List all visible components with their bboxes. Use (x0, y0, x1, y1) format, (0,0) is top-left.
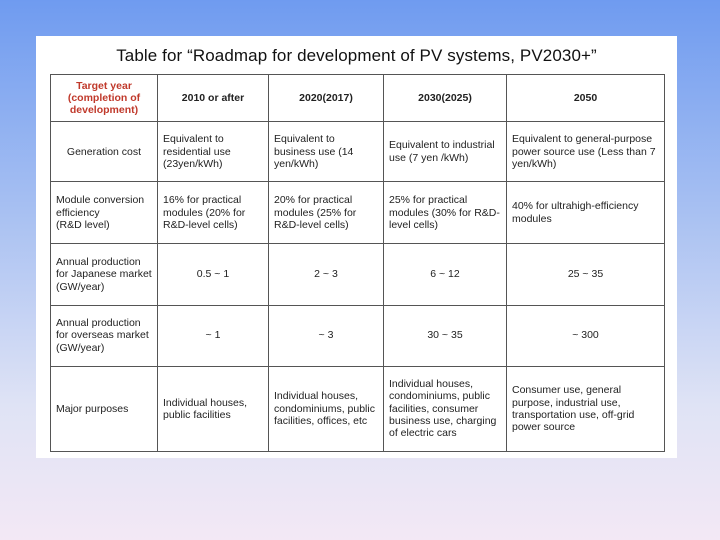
roadmap-table (50, 74, 665, 452)
table-header-row (51, 75, 665, 122)
row-label: Major purposes (51, 366, 158, 451)
table-cell: 16% for practical modules (20% for R&D-level cells) (158, 182, 269, 244)
row-label: Annual production for Japanese market (GW/year) (51, 244, 158, 305)
table-cell: 6 ~ 12 (384, 244, 507, 305)
table-cell: Equivalent to business use (14 yen/kWh) (269, 122, 384, 182)
header-target-year-line1: Target year (76, 79, 132, 92)
header-col-2030: 2030(2025) (384, 75, 507, 122)
table-row-overseas-market (51, 305, 665, 366)
table-cell: Consumer use, general purpose, industrial use, transportation use, off-grid power source (507, 366, 665, 451)
table-title: Table for “Roadmap for development of PV systems, PV2030+” (116, 46, 597, 65)
header-col-2010: 2010 or after (158, 75, 269, 122)
table-cell: Equivalent to general-purpose power source use (Less than 7 yen/kWh) (507, 122, 665, 182)
table-cell: Individual houses, condominiums, public facilities, consumer business use, charging of electric cars (384, 366, 507, 451)
table-cell: 40% for ultrahigh-efficiency modules (507, 182, 665, 244)
slide-panel (36, 36, 677, 458)
table-cell: Individual houses, condominiums, public facilities, offices, etc (269, 366, 384, 451)
table-row-generation-cost (51, 122, 665, 182)
table-cell: 2 ~ 3 (269, 244, 384, 305)
row-label: Generation cost (51, 122, 158, 182)
table-cell: 25 ~ 35 (507, 244, 665, 305)
table-row-module-efficiency (51, 182, 665, 244)
table-cell: 25% for practical modules (30% for R&D-level cells) (384, 182, 507, 244)
header-target-year (51, 75, 158, 122)
table-row-japanese-market (51, 244, 665, 305)
table-cell: ~ 1 (158, 305, 269, 366)
row-label (51, 182, 158, 244)
row-label: Annual production for overseas market (GW/year) (51, 305, 158, 366)
table-cell: Individual houses, public facilities (158, 366, 269, 451)
table-cell: ~ 3 (269, 305, 384, 366)
header-target-year-line3: development) (69, 104, 139, 117)
table-cell: Equivalent to residential use (23yen/kWh) (158, 122, 269, 182)
header-col-2050: 2050 (507, 75, 665, 122)
table-row-major-purposes (51, 366, 665, 451)
row-label-line1: Module conversion efficiency (56, 194, 145, 219)
table-cell: 20% for practical modules (25% for R&D-level cells) (269, 182, 384, 244)
header-target-year-line2: (completion of (67, 91, 141, 104)
table-cell: 0.5 ~ 1 (158, 244, 269, 305)
table-cell: 30 ~ 35 (384, 305, 507, 366)
row-label-line2: (R&D level) (56, 219, 110, 232)
header-col-2020: 2020(2017) (269, 75, 384, 122)
table-cell: Equivalent to industrial use (7 yen /kWh) (384, 122, 507, 182)
table-cell: ~ 300 (507, 305, 665, 366)
